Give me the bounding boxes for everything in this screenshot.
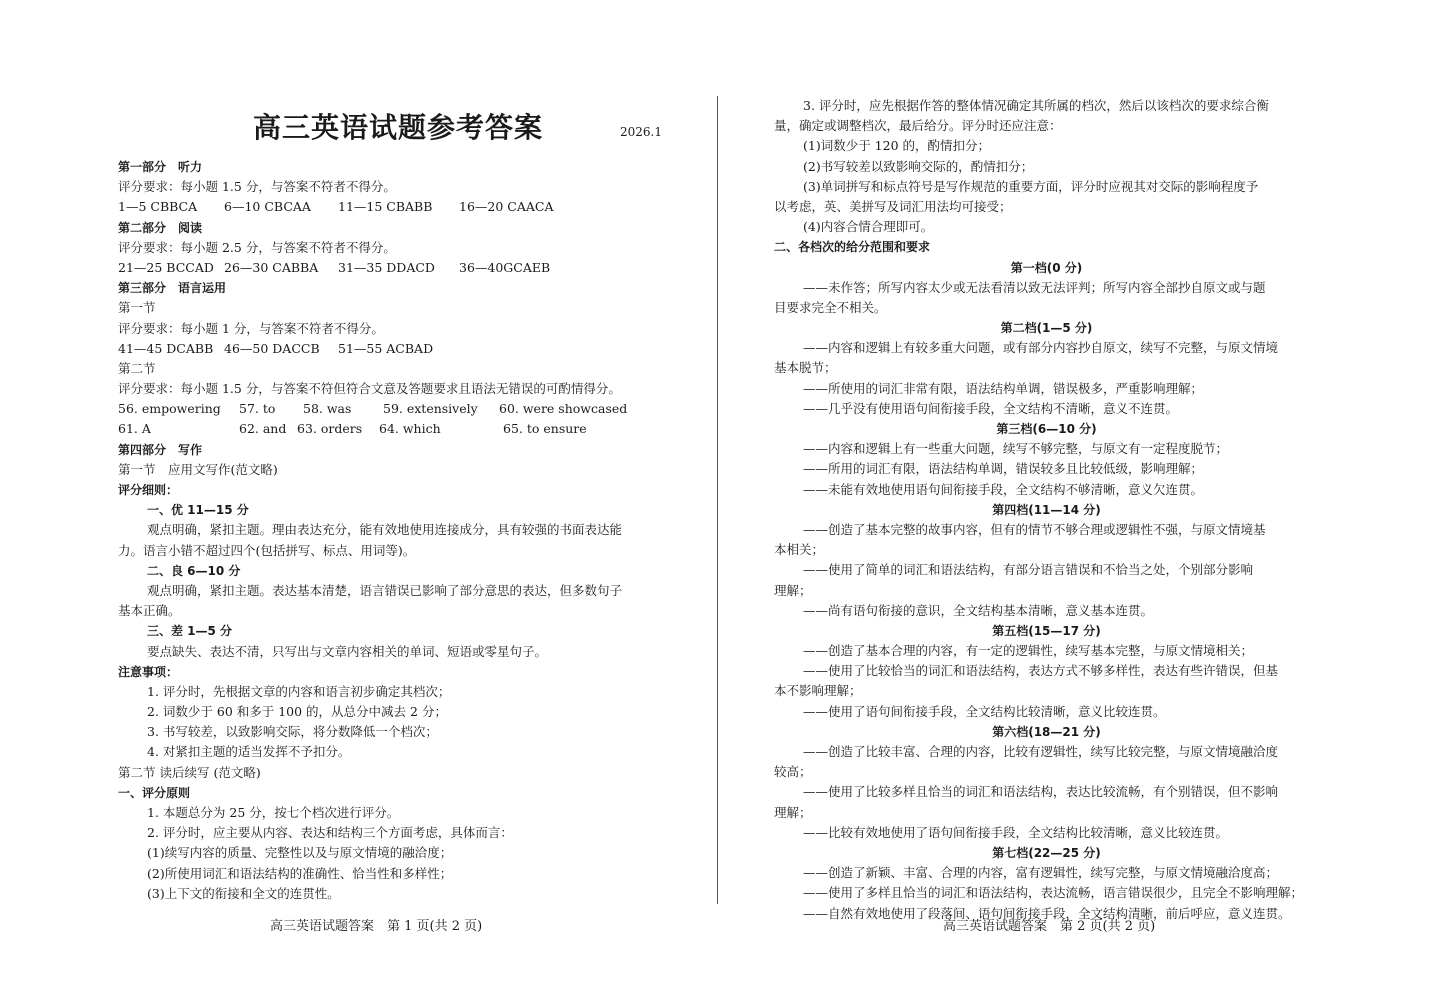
level-3-text: ——未能有效地使用语句间衔接手段，全文结构不够清晰，意义欠连贯。 bbox=[803, 481, 1204, 497]
level-5-text: ——使用了语句间衔接手段，全文结构比较清晰，意义比较连贯。 bbox=[803, 703, 1166, 719]
level-5-heading: 第五档(15—17 分) bbox=[992, 623, 1101, 638]
note-item: 3. 书写较差，以致影响交际，将分数降低一个档次； bbox=[147, 724, 438, 740]
note-item: 1. 评分时，先根据文章的内容和语言初步确定其档次； bbox=[147, 683, 451, 699]
level-1-text: ——未作答；所写内容太少或无法看清以致无法评判；所写内容全部抄自原文或与题 bbox=[803, 279, 1266, 295]
level-7-text: ——自然有效地使用了段落间、语句间衔接手段，全文结构清晰，前后呼应，意义连贯。 bbox=[803, 905, 1291, 921]
answer-item: 62. and bbox=[239, 421, 287, 437]
level-6-text: 理解； bbox=[774, 804, 812, 820]
answer-item: 61. A bbox=[118, 421, 151, 437]
answer-item: 63. orders bbox=[297, 421, 363, 437]
level-7-text: ——使用了多样且恰当的词汇和语法结构，表达流畅，语言错误很少，且完全不影响理解； bbox=[803, 885, 1304, 901]
principle-3-text: 量，确定或调整档次，最后给分。评分时还应注意： bbox=[774, 118, 1062, 134]
part1-answers bbox=[118, 197, 663, 217]
level-6-text: ——使用了比较多样且恰当的词汇和语法结构，表达比较流畅，有个别错误，但不影响 bbox=[803, 784, 1279, 800]
principle-item: 1. 本题总分为 25 分，按七个档次进行评分。 bbox=[147, 805, 400, 820]
note-item: 以考虑，英、美拼写及词汇用法均可接受； bbox=[774, 198, 1012, 214]
level-4-text: 理解； bbox=[774, 582, 812, 598]
level-3-text: ——所用的词汇有限，语法结构单调，错误较多且比较低级，影响理解； bbox=[803, 461, 1204, 477]
page-footer-1: 高三英语试题答案 第 1 页(共 2 页) bbox=[270, 919, 483, 934]
level-4-text: ——尚有语句衔接的意识，全文结构基本清晰，意义基本连贯。 bbox=[803, 602, 1154, 618]
answer-item: 65. to ensure bbox=[503, 421, 587, 437]
part1-heading: 第一部分 听力 bbox=[118, 160, 203, 174]
answer-item: 60. were showcased bbox=[499, 401, 628, 417]
level-6-text: ——比较有效地使用了语句间衔接手段，全文结构比较清晰，意义比较连贯。 bbox=[803, 824, 1229, 840]
note-item: (4)内容合情合理即可。 bbox=[803, 219, 934, 235]
section2-answers-row1 bbox=[118, 399, 663, 419]
principle-heading: 一、评分原则 bbox=[118, 785, 191, 800]
grade-good-text: 基本正确。 bbox=[118, 603, 181, 619]
exam-date: 2026.1 bbox=[620, 125, 662, 139]
part4-heading: 第四部分 写作 bbox=[118, 442, 203, 457]
level-4-text: ——创造了基本完整的故事内容，但有的情节不够合理或逻辑性不强，与原文情境基 bbox=[803, 521, 1266, 537]
part2-answers bbox=[118, 258, 663, 278]
scoring-detail-heading: 评分细则： bbox=[118, 483, 179, 497]
note-item: 4. 对紧扣主题的适当发挥不予扣分。 bbox=[147, 744, 351, 760]
section1-requirement: 评分要求：每小题 1 分，与答案不符者不得分。 bbox=[118, 320, 384, 336]
section2-requirement: 评分要求：每小题 1.5 分，与答案不符但符合文意及答题要求且语法无错误的可酌情得分。 bbox=[118, 381, 621, 397]
section1-answers bbox=[118, 339, 663, 359]
answer-item: 64. which bbox=[379, 421, 441, 437]
principle-3-text: 3. 评分时，应先根据作答的整体情况确定其所属的档次，然后以该档次的要求综合衡 bbox=[803, 98, 1269, 113]
level-4-text: ——使用了简单的词汇和语法结构，有部分语言错误和不恰当之处，个别部分影响 bbox=[803, 562, 1254, 578]
level-6-text: 较高； bbox=[774, 764, 812, 780]
notes-heading: 注意事项： bbox=[118, 664, 179, 679]
level-2-heading: 第二档(1—5 分) bbox=[1000, 321, 1093, 336]
answer-group: 41—45 DCABB bbox=[118, 340, 214, 356]
part1-requirement: 评分要求：每小题 1.5 分，与答案不符者不得分。 bbox=[118, 179, 396, 195]
answer-item: 56. empowering bbox=[118, 401, 221, 417]
levels-heading: 二、各档次的给分范围和要求 bbox=[774, 240, 931, 255]
answer-item: 58. was bbox=[303, 401, 352, 417]
level-7-heading: 第七档(22—25 分) bbox=[992, 845, 1101, 860]
section1-label: 第一节 bbox=[118, 300, 156, 316]
answer-item: 57. to bbox=[239, 401, 276, 417]
grade-excellent-text: 力。语言小错不超过四个(包括拼写、标点、用词等)。 bbox=[118, 542, 416, 558]
answer-group: 51—55 ACBAD bbox=[338, 340, 434, 356]
answer-group: 36—40GCAEB bbox=[459, 259, 551, 275]
level-7-text: ——创造了新颖、丰富、合理的内容，富有逻辑性，续写完整，与原文情境融洽度高； bbox=[803, 865, 1279, 881]
note-item: (1)词数少于 120 的，酌情扣分； bbox=[803, 138, 991, 154]
grade-excellent-text: 观点明确，紧扣主题。理由表达充分，能有效地使用连接成分，具有较强的书面表达能 bbox=[147, 522, 623, 538]
level-3-heading: 第三档(6—10 分) bbox=[996, 422, 1097, 436]
level-2-text: ——几乎没有使用语句间衔接手段，全文结构不清晰，意义不连贯。 bbox=[803, 400, 1179, 416]
level-5-text: ——创造了基本合理的内容，有一定的逻辑性，续写基本完整，与原文情境相关； bbox=[803, 643, 1254, 659]
answer-group: 26—30 CABBA bbox=[224, 259, 319, 275]
grade-good-text: 观点明确，紧扣主题。表达基本清楚，语言错误已影响了部分意思的表达，但多数句子 bbox=[147, 582, 623, 598]
level-2-text: ——内容和逻辑上有较多重大问题，或有部分内容抄自原文，续写不完整，与原文情境 bbox=[803, 340, 1279, 356]
answer-group: 1—5 CBBCA bbox=[118, 199, 198, 215]
level-4-text: 本相关； bbox=[774, 542, 825, 558]
answer-group: 21—25 BCCAD bbox=[118, 259, 214, 275]
note-item: (2)书写较差以致影响交际的，酌情扣分； bbox=[803, 158, 1034, 174]
principle-item: (2)所使用词汇和语法结构的准确性、恰当性和多样性； bbox=[147, 865, 453, 881]
level-6-heading: 第六档(18—21 分) bbox=[992, 724, 1101, 739]
part2-heading: 第二部分 阅读 bbox=[118, 220, 203, 235]
grade-excellent-heading: 一、优 11—15 分 bbox=[147, 503, 249, 518]
grade-poor-heading: 三、差 1—5 分 bbox=[147, 624, 233, 639]
level-1-text: 目要求完全不相关。 bbox=[774, 299, 887, 315]
page-title: 高三英语试题参考答案 bbox=[253, 111, 544, 144]
level-4-heading: 第四档(11—14 分) bbox=[992, 502, 1101, 517]
level-5-text: ——使用了比较恰当的词汇和语法结构，表达方式不够多样性，表达有些许错误，但基 bbox=[803, 663, 1279, 679]
answer-group: 11—15 CBABB bbox=[338, 199, 433, 215]
level-1-heading: 第一档(0 分) bbox=[1010, 260, 1083, 275]
section2-label: 第二节 bbox=[118, 360, 156, 376]
level-6-text: ——创造了比较丰富、合理的内容，比较有逻辑性，续写比较完整，与原文情境融洽度 bbox=[803, 744, 1279, 759]
level-5-text: 本不影响理解； bbox=[774, 683, 862, 699]
page-footer-2: 高三英语试题答案 第 2 页(共 2 页) bbox=[943, 919, 1156, 934]
answer-item: 59. extensively bbox=[383, 401, 478, 417]
column-divider bbox=[717, 96, 718, 904]
part2-requirement: 评分要求：每小题 2.5 分，与答案不符者不得分。 bbox=[118, 239, 396, 255]
answer-group: 46—50 DACCB bbox=[224, 340, 320, 356]
part3-heading: 第三部分 语言运用 bbox=[118, 281, 227, 296]
grade-good-heading: 二、良 6—10 分 bbox=[147, 563, 241, 578]
answer-group: 6—10 CBCAA bbox=[224, 199, 311, 215]
answer-group: 16—20 CAACA bbox=[459, 199, 554, 215]
level-2-text: 基本脱节； bbox=[774, 360, 837, 376]
level-3-text: ——内容和逻辑上有一些重大问题，续写不够完整，与原文有一定程度脱节； bbox=[803, 441, 1229, 457]
principle-item: (1)续写内容的质量、完整性以及与原文情境的融洽度； bbox=[147, 845, 453, 861]
principle-item: (3)上下文的衔接和全文的连贯性。 bbox=[147, 885, 340, 901]
writing-section1: 第一节 应用文写作(范文略) bbox=[118, 461, 278, 477]
level-2-text: ——所使用的词汇非常有限，语法结构单调，错误极多，严重影响理解； bbox=[803, 380, 1204, 396]
principle-item: 2. 评分时，应主要从内容、表达和结构三个方面考虑，具体而言： bbox=[147, 825, 513, 841]
note-item: 2. 词数少于 60 和多于 100 的，从总分中减去 2 分； bbox=[147, 704, 447, 720]
section2-answers-row2 bbox=[118, 419, 663, 439]
answer-group: 31—35 DDACD bbox=[338, 259, 435, 275]
grade-poor-text: 要点缺失、表达不清，只写出与文章内容相关的单词、短语或零星句子。 bbox=[147, 643, 548, 659]
writing-section2: 第二节 读后续写 (范文略) bbox=[118, 764, 261, 780]
note-item: (3)单词拼写和标点符号是写作规范的重要方面，评分时应视其对交际的影响程度予 bbox=[803, 178, 1259, 194]
